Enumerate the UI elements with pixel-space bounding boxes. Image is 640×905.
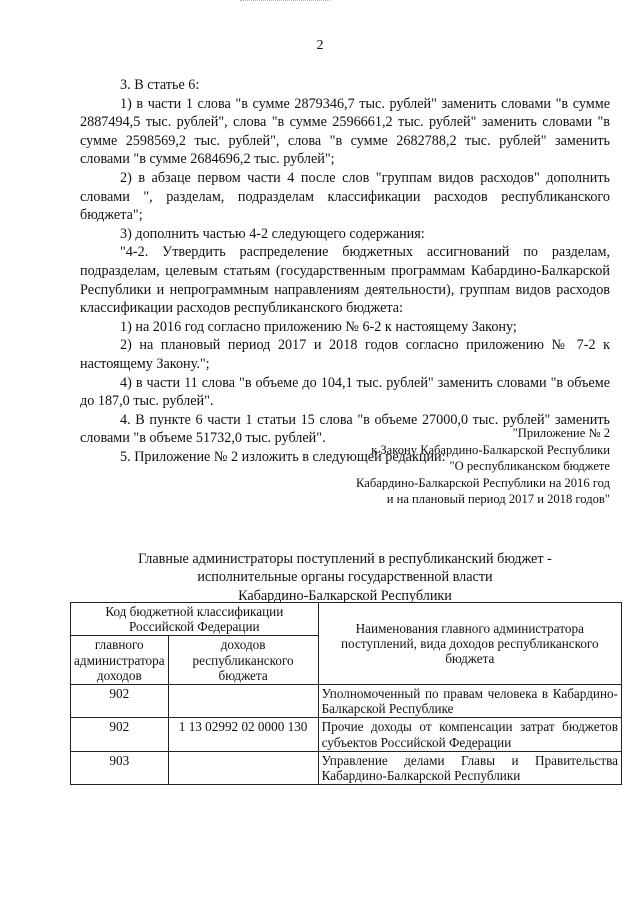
header-admin-code: главного администратора доходов — [71, 636, 169, 685]
table-title-line: Главные администраторы поступлений в республиканский бюджет - — [138, 551, 552, 567]
header-administrator-name: Наименования главного администратора поступлений, вида доходов республиканского бюджета — [318, 603, 621, 685]
header-budget-classification: Код бюджетной классификации Российской Федерации — [71, 603, 319, 636]
document-body — [80, 76, 610, 466]
appendix-line: "Приложение № 2 — [512, 426, 610, 440]
cell-name: Прочие доходы от компенсации затрат бюджетов субъектов Российской Федерации — [318, 718, 621, 751]
table-title-line: Кабардино-Балкарской Республики — [238, 587, 452, 604]
cell-income-code — [168, 751, 318, 784]
cell-income-code: 1 13 02992 02 0000 130 — [168, 718, 318, 751]
cell-admin-code: 902 — [71, 718, 169, 751]
table-title — [80, 550, 610, 605]
table-row — [71, 718, 622, 751]
appendix-line: и на плановый период 2017 и 2018 годов" — [386, 492, 610, 507]
cell-income-code — [168, 685, 318, 718]
paragraph: 3. В статье 6: — [120, 77, 200, 93]
paragraph: 4) в части 11 слова "в объеме до 104,1 тыс. рублей" заменить словами "в объеме до 187,0 тыс. рублей". — [80, 374, 610, 410]
administrators-table — [70, 602, 622, 785]
appendix-line: Кабардино-Балкарской Республики на 2016 год — [356, 475, 610, 490]
cell-name: Уполномоченный по правам человека в Кабардино-Балкарской Республике — [318, 685, 621, 718]
appendix-header — [330, 425, 610, 508]
paragraph: 3) дополнить частью 4-2 следующего содержания: — [120, 225, 425, 242]
table-title-line: исполнительные органы государственной власти — [197, 569, 493, 586]
table-row — [71, 685, 622, 718]
cell-name: Управление делами Главы и Правительства Кабардино-Балкарской Республики — [318, 751, 621, 784]
cell-admin-code: 903 — [71, 751, 169, 784]
paragraph: 4. В пункте 6 части 1 статьи 15 слова "в объеме 27000,0 тыс. рублей" заменить словами "в объеме 51732,0 тыс. рублей". — [80, 411, 610, 447]
paragraph: "4-2. Утвердить распределение бюджетных ассигнований по разделам, подразделам, целевым статьям (государственным программам Кабардино-Балкарской Республики и непрограммным направлениям деятельности), группам видов расходов классификации расходов республиканского бюджета: — [80, 244, 610, 317]
paragraph: 1) на 2016 год согласно приложению № 6-2 к настоящему Закону; — [120, 318, 517, 335]
paragraph: 2) на плановый период 2017 и 2018 годов согласно приложению № 7-2 к настоящему Закону."; — [80, 337, 610, 372]
header-income-code: доходов республиканского бюджета — [168, 636, 318, 685]
paragraph: 2) в абзаце первом части 4 после слов "группам видов расходов" дополнить словами ", разделам, подразделам классификации расходов республиканского бюджета"; — [80, 169, 610, 224]
cell-admin-code: 902 — [71, 685, 169, 718]
table-header-row — [71, 603, 622, 636]
scan-artifact — [240, 0, 330, 5]
paragraph: 5. Приложение № 2 изложить в следующей редакции: — [120, 448, 446, 465]
table-row — [71, 751, 622, 784]
page-number: 2 — [316, 38, 324, 53]
appendix-line: к Закону Кабардино-Балкарской Республики — [371, 442, 610, 457]
appendix-line: "О республиканском бюджете — [449, 459, 610, 474]
paragraph: 1) в части 1 слова "в сумме 2879346,7 тыс. рублей" заменить словами "в сумме 2887494,5 тыс. рублей", слова "в сумме 2596661,2 тыс. рублей" заменить словами "в сумме 2598569,2 тыс. рублей", слова "в сумме 2682788,2 тыс. рублей" заменить словами "в сумме 2684696,2 тыс. рублей"; — [80, 95, 610, 168]
